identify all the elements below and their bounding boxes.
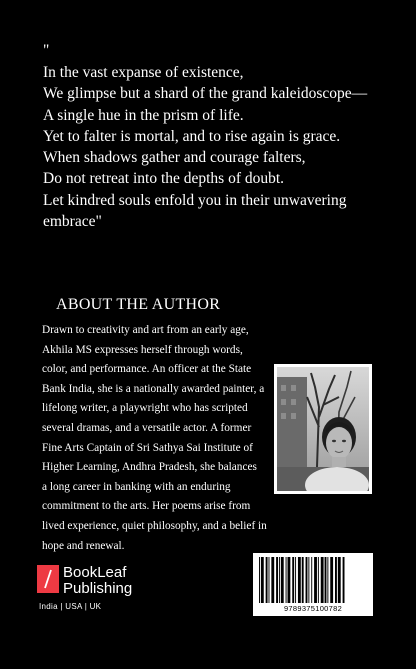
poem-line: embrace" <box>43 213 102 231</box>
isbn-number: 9789375100782 <box>283 604 343 613</box>
publisher-name-line1: BookLeaf <box>63 564 127 581</box>
barcode-bar <box>321 557 324 603</box>
about-the-author-heading: ABOUT THE AUTHOR <box>56 296 221 313</box>
bio-line: Bank India, she is a nationally awarded painter, a <box>42 382 265 395</box>
barcode-bar <box>325 557 327 603</box>
barcode-bar <box>327 557 328 603</box>
barcode-bar <box>286 557 287 603</box>
poem-line: A single hue in the prism of life. <box>43 106 244 124</box>
bio-line: commitment to the arts. Her poems arise from <box>42 500 251 513</box>
barcode-bar <box>292 557 294 603</box>
barcode-bar <box>314 557 317 603</box>
barcode-bars <box>257 557 369 603</box>
publisher-logo <box>37 565 187 615</box>
poem-line: When shadows gather and courage falters, <box>43 149 306 167</box>
barcode-bar <box>266 557 268 603</box>
poem-line: We glimpse but a shard of the grand kaleidoscope— <box>43 85 368 103</box>
bio-line: Higher Learning, Andhra Pradesh, she balances <box>42 461 257 474</box>
bio-line: Fine Arts Captain of Sri Sathya Sai Institute of <box>42 441 253 454</box>
barcode-bar <box>338 557 341 603</box>
barcode-bar <box>271 557 274 603</box>
barcode-bar <box>298 557 301 603</box>
barcode-bar <box>308 557 309 603</box>
barcode-bar <box>306 557 308 603</box>
bio-line: color, and performance. An officer at the State <box>42 363 252 376</box>
barcode-bar <box>295 557 296 603</box>
author-portrait-image <box>277 367 369 491</box>
publisher-regions: India | USA | UK <box>39 602 102 611</box>
barcode-bar <box>281 557 284 603</box>
bio-line: lifelong writer, a playwright who has scripted <box>42 402 248 415</box>
barcode-bar <box>279 557 280 603</box>
poem-excerpt <box>43 40 403 232</box>
bio-line: lived experience, quiet philosophy, and a belief in <box>42 519 267 532</box>
isbn-barcode <box>253 553 373 616</box>
author-bio <box>42 321 274 556</box>
barcode-bar <box>311 557 312 603</box>
barcode-bar <box>276 557 278 603</box>
poem-line: Do not retreat into the depths of doubt. <box>43 170 285 188</box>
barcode-bar <box>318 557 319 603</box>
barcode-bar <box>335 557 337 603</box>
bio-line: Drawn to creativity and art from an early age, <box>42 324 249 336</box>
barcode-bar <box>269 557 270 603</box>
poem-line: Let kindred souls enfold you in their unwavering <box>43 191 347 209</box>
bio-line: hope and renewal. <box>42 539 125 552</box>
bio-line: several dramas, and a versatile actor. A former <box>42 421 252 434</box>
barcode-bar <box>259 557 260 603</box>
barcode-bar <box>302 557 304 603</box>
barcode-bar <box>288 557 291 603</box>
poem-line: In the vast expanse of existence, <box>43 64 244 81</box>
barcode-bar <box>343 557 345 603</box>
bookleaf-logo-icon <box>37 565 59 593</box>
poem-line: Yet to falter is mortal, and to rise again is grace. <box>43 127 341 145</box>
bio-line: a long career in banking with an enduring <box>42 480 231 493</box>
barcode-bar <box>330 557 333 603</box>
bio-line: Akhila MS expresses herself through words, <box>42 343 243 356</box>
publisher-name-line2: Publishing <box>63 580 133 597</box>
author-photo <box>274 364 372 494</box>
poem-open-quote: " <box>43 42 50 59</box>
barcode-bar <box>261 557 264 603</box>
